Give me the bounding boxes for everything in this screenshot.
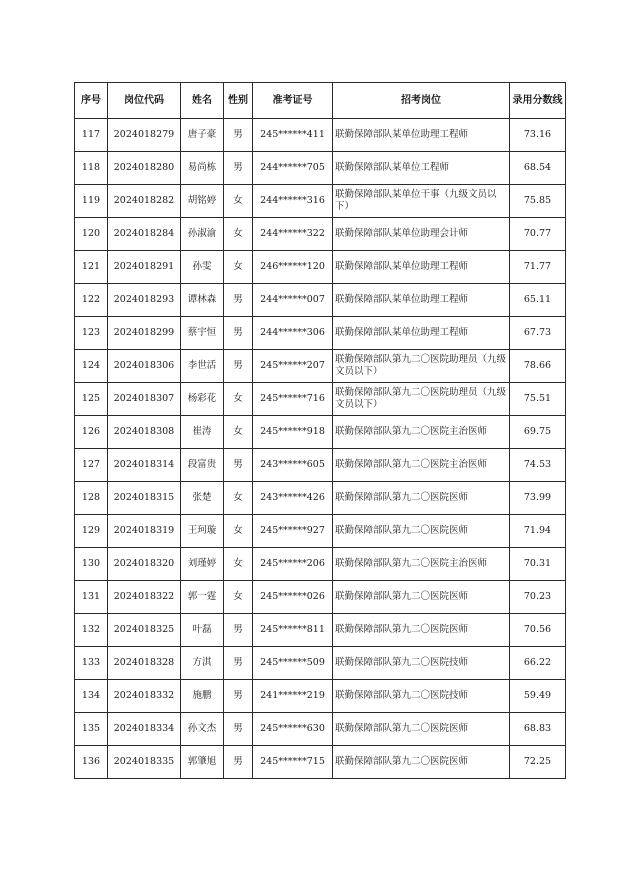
cell-gender: 女 — [224, 251, 253, 284]
cell-score: 78.66 — [510, 350, 566, 383]
cell-post-code: 2024018306 — [108, 350, 181, 383]
cell-seq: 118 — [75, 152, 108, 185]
table-row — [75, 317, 566, 350]
cell-exam-number: 244******322 — [253, 218, 333, 251]
cell-seq: 131 — [75, 581, 108, 614]
cell-gender: 女 — [224, 548, 253, 581]
cell-name: 张楚 — [181, 482, 224, 515]
cell-score: 68.83 — [510, 713, 566, 746]
cell-post: 联勤保障部队第九二〇医院助理员（九级文员以下） — [333, 350, 510, 383]
cell-seq: 128 — [75, 482, 108, 515]
cell-post-code: 2024018293 — [108, 284, 181, 317]
cell-exam-number: 245******026 — [253, 581, 333, 614]
cell-post: 联勤保障部队第九二〇医院医师 — [333, 581, 510, 614]
table-row — [75, 647, 566, 680]
cell-exam-number: 243******605 — [253, 449, 333, 482]
cell-exam-number: 245******927 — [253, 515, 333, 548]
cell-post-code: 2024018315 — [108, 482, 181, 515]
cell-score: 72.25 — [510, 746, 566, 779]
cell-post: 联勤保障部队第九二〇医院医师 — [333, 713, 510, 746]
cell-gender: 男 — [224, 449, 253, 482]
header-post-code: 岗位代码 — [108, 83, 181, 119]
cell-name: 李世活 — [181, 350, 224, 383]
cell-exam-number: 244******316 — [253, 185, 333, 218]
cell-name: 胡铭婷 — [181, 185, 224, 218]
cell-name: 谭林森 — [181, 284, 224, 317]
cell-exam-number: 244******306 — [253, 317, 333, 350]
cell-post-code: 2024018280 — [108, 152, 181, 185]
cell-exam-number: 246******120 — [253, 251, 333, 284]
cell-post: 联勤保障部队某单位助理工程师 — [333, 317, 510, 350]
cell-seq: 117 — [75, 119, 108, 152]
cell-seq: 121 — [75, 251, 108, 284]
header-seq: 序号 — [75, 83, 108, 119]
cell-exam-number: 245******630 — [253, 713, 333, 746]
cell-exam-number: 245******715 — [253, 746, 333, 779]
cell-post-code: 2024018322 — [108, 581, 181, 614]
table-row — [75, 152, 566, 185]
cell-post-code: 2024018299 — [108, 317, 181, 350]
table-row — [75, 119, 566, 152]
cell-gender: 女 — [224, 383, 253, 416]
cell-seq: 133 — [75, 647, 108, 680]
cell-seq: 120 — [75, 218, 108, 251]
cell-post: 联勤保障部队第九二〇医院技师 — [333, 680, 510, 713]
cell-score: 67.73 — [510, 317, 566, 350]
cell-gender: 女 — [224, 581, 253, 614]
cell-gender: 男 — [224, 746, 253, 779]
cell-gender: 女 — [224, 416, 253, 449]
table-row — [75, 218, 566, 251]
cell-post-code: 2024018279 — [108, 119, 181, 152]
table-row — [75, 515, 566, 548]
cell-score: 70.77 — [510, 218, 566, 251]
cell-seq: 135 — [75, 713, 108, 746]
cell-post-code: 2024018334 — [108, 713, 181, 746]
cell-post-code: 2024018284 — [108, 218, 181, 251]
cell-score: 69.75 — [510, 416, 566, 449]
cell-exam-number: 245******811 — [253, 614, 333, 647]
cell-score: 75.85 — [510, 185, 566, 218]
admission-score-table — [74, 82, 566, 779]
cell-gender: 男 — [224, 713, 253, 746]
cell-score: 71.94 — [510, 515, 566, 548]
cell-exam-number: 245******716 — [253, 383, 333, 416]
cell-seq: 134 — [75, 680, 108, 713]
table-header-row — [75, 83, 566, 119]
cell-name: 施鹏 — [181, 680, 224, 713]
cell-gender: 男 — [224, 284, 253, 317]
cell-post-code: 2024018314 — [108, 449, 181, 482]
header-gender: 性别 — [224, 83, 253, 119]
cell-post-code: 2024018328 — [108, 647, 181, 680]
cell-gender: 男 — [224, 119, 253, 152]
cell-gender: 女 — [224, 218, 253, 251]
cell-exam-number: 244******007 — [253, 284, 333, 317]
header-score: 录用分数线 — [510, 83, 566, 119]
cell-gender: 女 — [224, 482, 253, 515]
cell-score: 65.11 — [510, 284, 566, 317]
cell-name: 易尚栋 — [181, 152, 224, 185]
table-row — [75, 548, 566, 581]
cell-post: 联勤保障部队第九二〇医院主治医师 — [333, 548, 510, 581]
cell-name: 刘瑾婷 — [181, 548, 224, 581]
cell-post: 联勤保障部队某单位助理会计师 — [333, 218, 510, 251]
cell-seq: 124 — [75, 350, 108, 383]
cell-post-code: 2024018291 — [108, 251, 181, 284]
cell-name: 崔涛 — [181, 416, 224, 449]
table-row — [75, 482, 566, 515]
table-row — [75, 614, 566, 647]
cell-post-code: 2024018335 — [108, 746, 181, 779]
header-post: 招考岗位 — [333, 83, 510, 119]
cell-name: 唐子豪 — [181, 119, 224, 152]
cell-post: 联勤保障部队第九二〇医院技师 — [333, 647, 510, 680]
cell-name: 杨彩花 — [181, 383, 224, 416]
table-row — [75, 416, 566, 449]
table-row — [75, 449, 566, 482]
cell-seq: 127 — [75, 449, 108, 482]
cell-name: 郭一霆 — [181, 581, 224, 614]
cell-seq: 119 — [75, 185, 108, 218]
cell-post: 联勤保障部队第九二〇医院医师 — [333, 746, 510, 779]
cell-exam-number: 245******207 — [253, 350, 333, 383]
cell-post: 联勤保障部队第九二〇医院主治医师 — [333, 416, 510, 449]
cell-name: 孙雯 — [181, 251, 224, 284]
cell-name: 孙文杰 — [181, 713, 224, 746]
cell-post-code: 2024018332 — [108, 680, 181, 713]
cell-post: 联勤保障部队某单位助理工程师 — [333, 284, 510, 317]
cell-exam-number: 245******918 — [253, 416, 333, 449]
cell-score: 71.77 — [510, 251, 566, 284]
cell-post-code: 2024018307 — [108, 383, 181, 416]
cell-score: 66.22 — [510, 647, 566, 680]
cell-seq: 130 — [75, 548, 108, 581]
cell-score: 59.49 — [510, 680, 566, 713]
cell-exam-number: 245******206 — [253, 548, 333, 581]
cell-name: 蔡宇恒 — [181, 317, 224, 350]
header-name: 姓名 — [181, 83, 224, 119]
cell-name: 王珂璇 — [181, 515, 224, 548]
cell-post-code: 2024018319 — [108, 515, 181, 548]
cell-post-code: 2024018308 — [108, 416, 181, 449]
cell-post-code: 2024018282 — [108, 185, 181, 218]
cell-gender: 女 — [224, 185, 253, 218]
cell-seq: 129 — [75, 515, 108, 548]
cell-score: 73.16 — [510, 119, 566, 152]
cell-seq: 125 — [75, 383, 108, 416]
cell-post: 联勤保障部队某单位助理工程师 — [333, 119, 510, 152]
cell-seq: 132 — [75, 614, 108, 647]
cell-post-code: 2024018320 — [108, 548, 181, 581]
table-row — [75, 680, 566, 713]
cell-seq: 136 — [75, 746, 108, 779]
cell-post: 联勤保障部队某单位干事（九级文员以下） — [333, 185, 510, 218]
cell-exam-number: 244******705 — [253, 152, 333, 185]
cell-exam-number: 241******219 — [253, 680, 333, 713]
cell-post: 联勤保障部队某单位工程师 — [333, 152, 510, 185]
cell-post: 联勤保障部队第九二〇医院主治医师 — [333, 449, 510, 482]
cell-post: 联勤保障部队第九二〇医院助理员（九级文员以下） — [333, 383, 510, 416]
table-row — [75, 350, 566, 383]
cell-score: 68.54 — [510, 152, 566, 185]
table-row — [75, 713, 566, 746]
cell-seq: 123 — [75, 317, 108, 350]
cell-score: 70.56 — [510, 614, 566, 647]
table-row — [75, 284, 566, 317]
cell-exam-number: 245******411 — [253, 119, 333, 152]
cell-gender: 男 — [224, 152, 253, 185]
cell-score: 70.31 — [510, 548, 566, 581]
cell-exam-number: 245******509 — [253, 647, 333, 680]
cell-seq: 126 — [75, 416, 108, 449]
cell-gender: 男 — [224, 350, 253, 383]
table-row — [75, 251, 566, 284]
header-exam-number: 准考证号 — [253, 83, 333, 119]
cell-post: 联勤保障部队第九二〇医院医师 — [333, 482, 510, 515]
cell-name: 郭肇旭 — [181, 746, 224, 779]
cell-name: 方淇 — [181, 647, 224, 680]
cell-gender: 女 — [224, 515, 253, 548]
table-row — [75, 185, 566, 218]
table-row — [75, 746, 566, 779]
cell-score: 70.23 — [510, 581, 566, 614]
cell-gender: 男 — [224, 317, 253, 350]
cell-name: 段富贵 — [181, 449, 224, 482]
cell-post: 联勤保障部队第九二〇医院医师 — [333, 515, 510, 548]
cell-post-code: 2024018325 — [108, 614, 181, 647]
cell-gender: 男 — [224, 680, 253, 713]
cell-name: 孙淑渝 — [181, 218, 224, 251]
cell-post: 联勤保障部队第九二〇医院医师 — [333, 614, 510, 647]
cell-name: 叶磊 — [181, 614, 224, 647]
cell-post: 联勤保障部队某单位助理工程师 — [333, 251, 510, 284]
table-row — [75, 383, 566, 416]
cell-exam-number: 243******426 — [253, 482, 333, 515]
cell-gender: 男 — [224, 647, 253, 680]
cell-score: 73.99 — [510, 482, 566, 515]
cell-score: 75.51 — [510, 383, 566, 416]
table-row — [75, 581, 566, 614]
cell-gender: 男 — [224, 614, 253, 647]
cell-seq: 122 — [75, 284, 108, 317]
cell-score: 74.53 — [510, 449, 566, 482]
